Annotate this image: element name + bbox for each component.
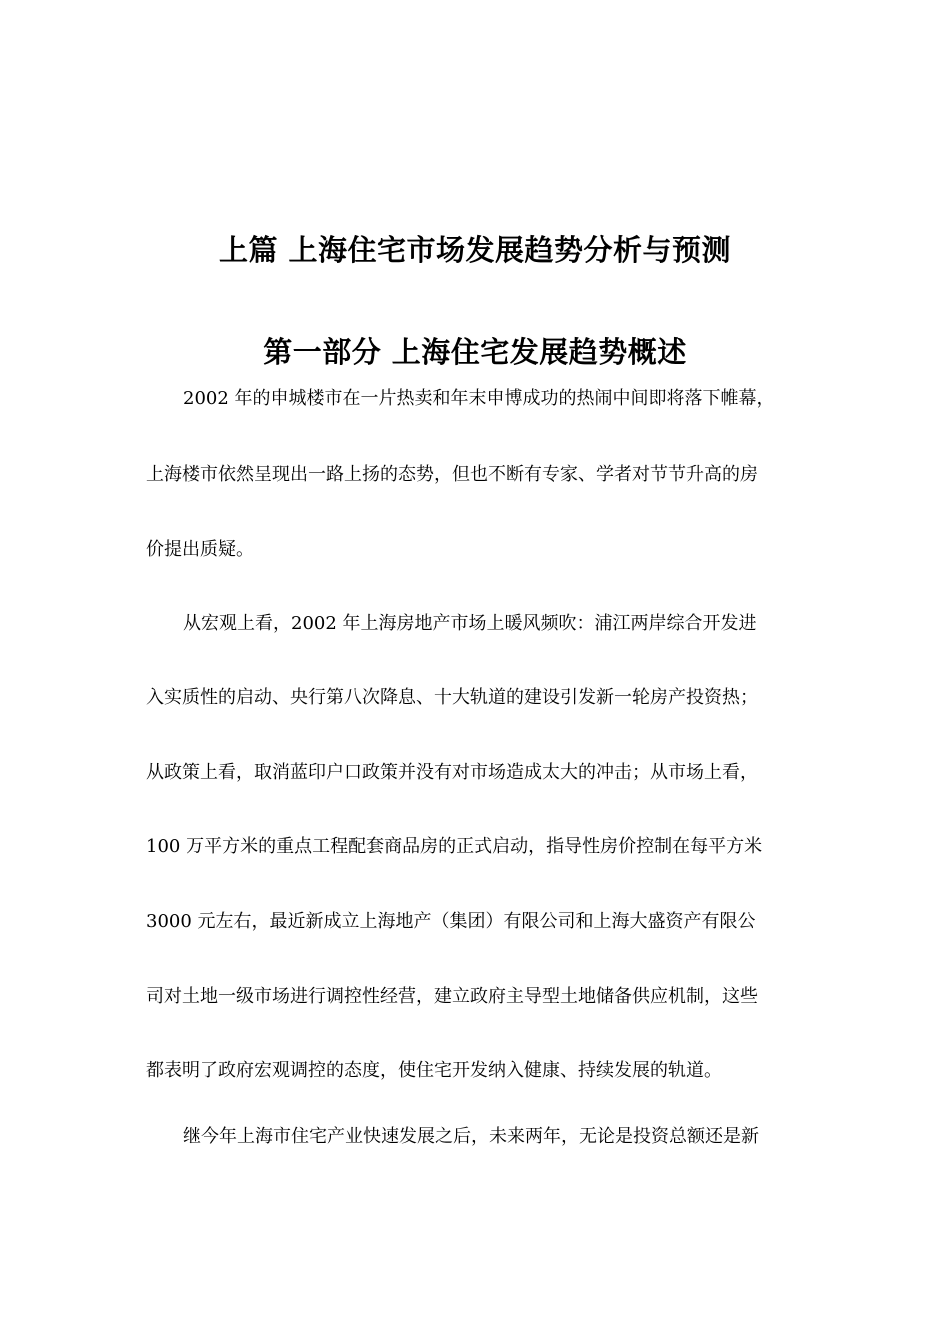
paragraph-line: 司对土地一级市场进行调控性经营，建立政府主导型土地储备供应机制，这些 <box>146 986 758 1007</box>
paragraph-line: 价提出质疑。 <box>146 539 254 560</box>
paragraph-line: 从宏观上看，2002 年上海房地产市场上暖风频吹：浦江两岸综合开发进 <box>183 613 757 634</box>
paragraph-line: 上海楼市依然呈现出一路上扬的态势，但也不断有专家、学者对节节升高的房 <box>146 464 758 485</box>
paragraph-line: 100 万平方米的重点工程配套商品房的正式启动，指导性房价控制在每平方米 <box>146 836 763 857</box>
paragraph-line: 2002 年的申城楼市在一片热卖和年末申博成功的热闹中间即将落下帷幕， <box>183 388 775 409</box>
paragraph-line: 从政策上看，取消蓝印户口政策并没有对市场造成太大的冲击；从市场上看， <box>146 762 758 783</box>
paragraph-line: 3000 元左右，最近新成立上海地产（集团）有限公司和上海大盛资产有限公 <box>146 911 756 932</box>
paragraph-line: 都表明了政府宏观调控的态度，使住宅开发纳入健康、持续发展的轨道。 <box>146 1060 722 1081</box>
paragraph-line: 入实质性的启动、央行第八次降息、十大轨道的建设引发新一轮房产投资热； <box>146 687 758 708</box>
section-title: 第一部分 上海住宅发展趋势概述 <box>263 335 687 369</box>
part-title: 上篇 上海住宅市场发展趋势分析与预测 <box>218 233 732 267</box>
paragraph-line: 继今年上海市住宅产业快速发展之后，未来两年，无论是投资总额还是新 <box>183 1126 759 1147</box>
